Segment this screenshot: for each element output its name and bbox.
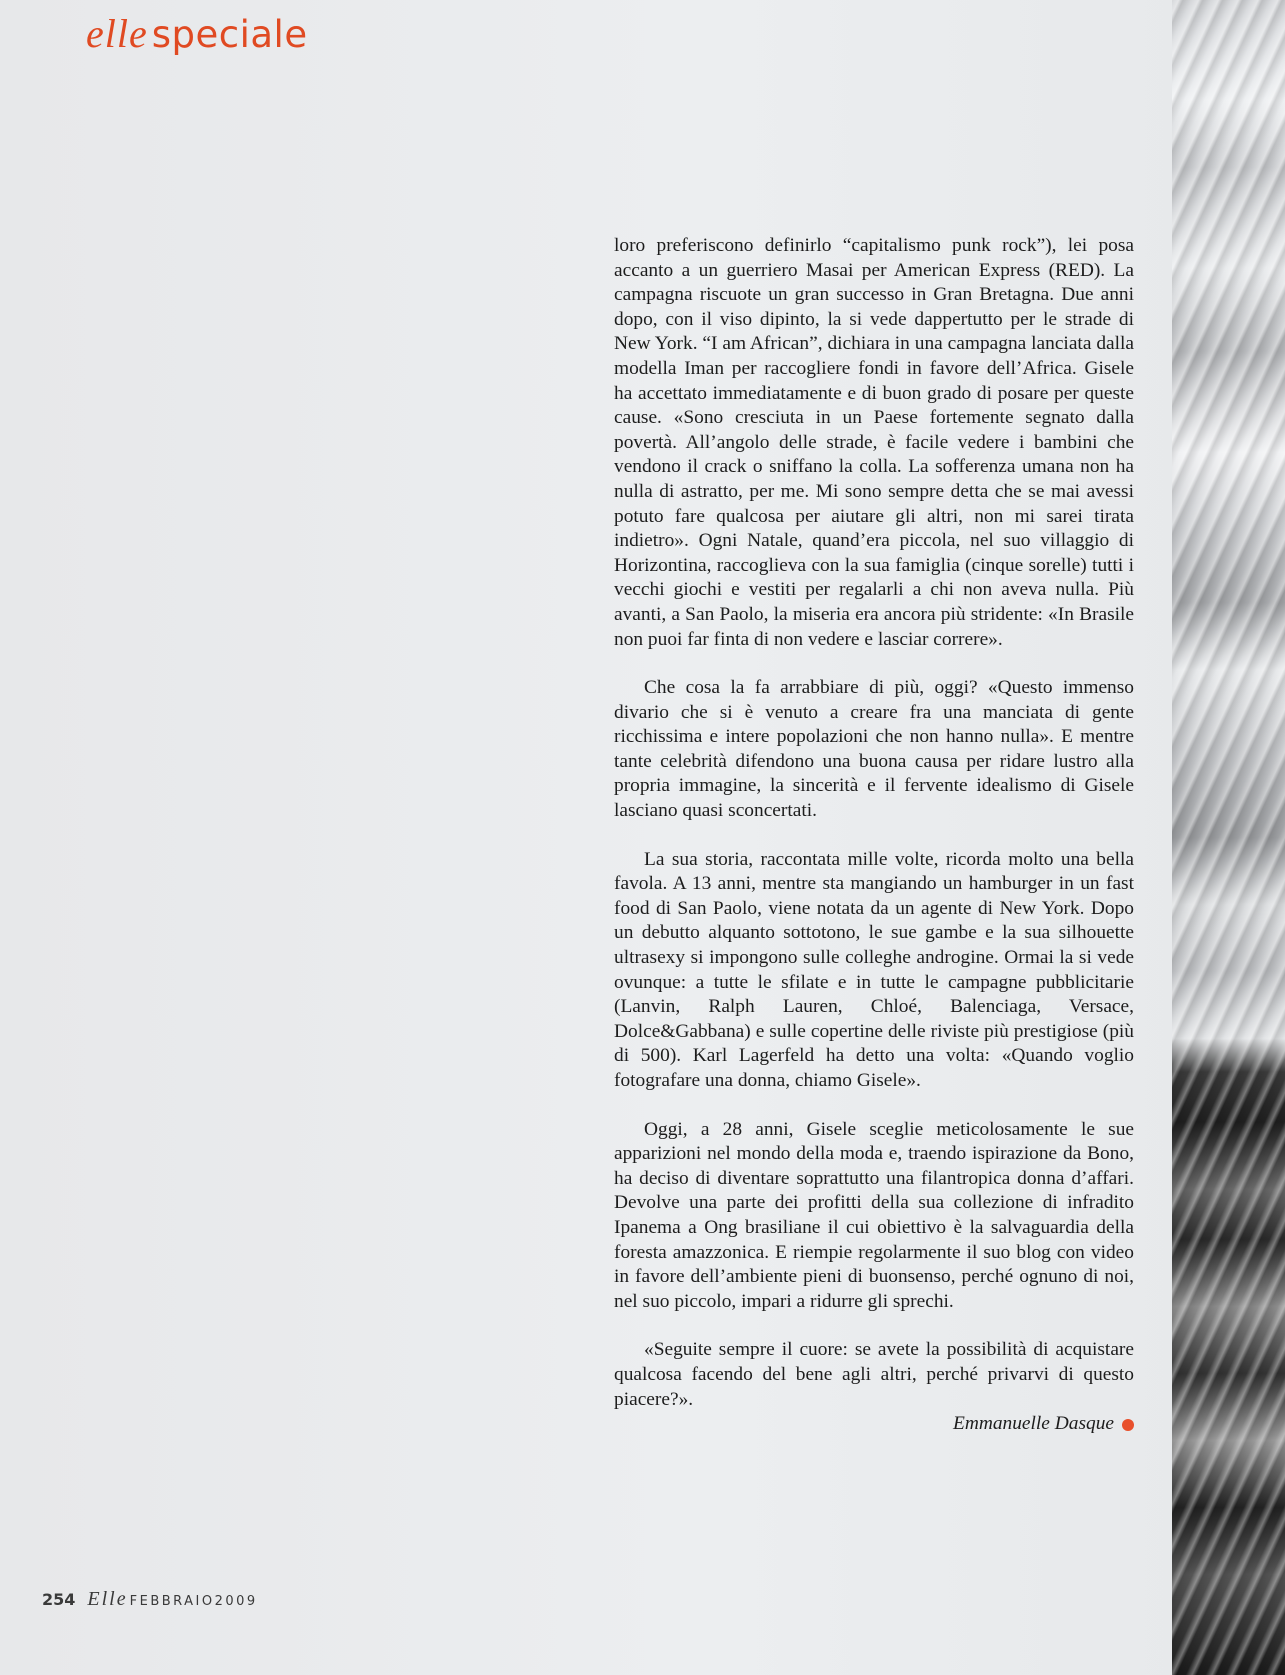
article-body	[614, 234, 1134, 1461]
article-paragraph: Oggi, a 28 anni, Gisele sceglie meticolosamente le sue apparizioni nel mondo della moda e, traendo ispirazione da Bono, ha deciso di diventare soprattutto una filantropica donna d’affari. Devolve una parte dei profitti della sua collezione di infradito Ipanema a Ong brasiliane il cui obiettivo è la salvaguardia della foresta amazzonica. E riempie regolarmente il suo blog con video in favore dell’ambiente pieni di buonsenso, perché ognuno di noi, nel suo piccolo, impari a ridurre gli sprechi.	[614, 1118, 1134, 1312]
brand-logo: elle	[86, 11, 148, 56]
section-label: speciale	[151, 13, 308, 56]
issue-date: FEBBRAIO2009	[129, 1594, 258, 1609]
section-header	[86, 10, 308, 70]
article-paragraph: loro preferiscono definirlo “capitalismo punk rock”), lei posa accanto a un guerriero Masai per American Express (RED). La campagna riscuote un gran successo in Gran Bretagna. Due anni dopo, con il viso dipinto, la si vede dappertutto per le strade di New York. “I am African”, dichiara in una campagna lanciata dalla modella Iman per raccogliere fondi in favore dell’Africa. Gisele ha accettato immediatamente e di buon grado di posare per queste cause. «Sono cresciuta in un Paese fortemente segnato dalla povertà. All’angolo delle strade, è facile vedere i bambini che vendono il crack o sniffano la colla. La sofferenza umana non ha nulla di astratto, per me. Mi sono sempre detta che se mai avessi potuto fare qualcosa per aiutare gli altri, non mi sarei tirata indietro». Ogni Natale, quand’era piccola, nel suo villaggio di Horizontina, raccoglieva con la sua famiglia (cinque sorelle) tutti i vecchi giochi e vestiti per regalarli a chi non aveva nulla. Più avanti, a San Paolo, la miseria era ancora più stridente: «In Brasile non puoi far finta di non vedere e lasciar correre».	[614, 235, 1134, 650]
page-footer	[42, 1588, 258, 1611]
edge-photo	[1172, 0, 1285, 1675]
end-mark-icon	[1122, 1419, 1134, 1431]
article-paragraph: Che cosa la fa arrabbiare di più, oggi? «Questo immenso divario che si è venuto a creare fra una manciata di gente ricchissima e intere popolazioni che non hanno nulla». E mentre tante celebrità difendono una buona causa per ridare lustro alla propria immagine, la sincerità e il fervente idealismo di Gisele lasciano quasi sconcertati.	[614, 677, 1134, 822]
article-paragraph: La sua storia, raccontata mille volte, ricorda molto una bella favola. A 13 anni, mentre sta mangiando un hamburger in un fast food di San Paolo, viene notata da un agente di New York. Dopo un debutto alquanto sottotono, le sue gambe e la sua silhouette ultrasexy si impongono sulle colleghe androgine. Ormai la si vede ovunque: a tutte le sfilate e in tutte le campagne pubblicitarie (Lanvin, Ralph Lauren, Chloé, Balenciaga, Versace, Dolce&Gabbana) e sulle copertine delle riviste più prestigiose (più di 500). Karl Lagerfeld ha detto una volta: «Quando voglio fotografare una donna, chiamo Gisele».	[614, 848, 1134, 1091]
closing-quote: «Seguite sempre il cuore: se avete la possibilità di acquistare qualcosa facendo del bene agli altri, perché privarvi di questo piacere?».	[614, 1339, 1134, 1410]
page-number: 254	[42, 1590, 76, 1609]
closing-quote-paragraph	[614, 1338, 1134, 1436]
footer-brand: Elle	[87, 1588, 128, 1610]
signoff	[614, 1412, 1134, 1437]
author-name: Emmanuelle Dasque	[952, 1413, 1114, 1435]
